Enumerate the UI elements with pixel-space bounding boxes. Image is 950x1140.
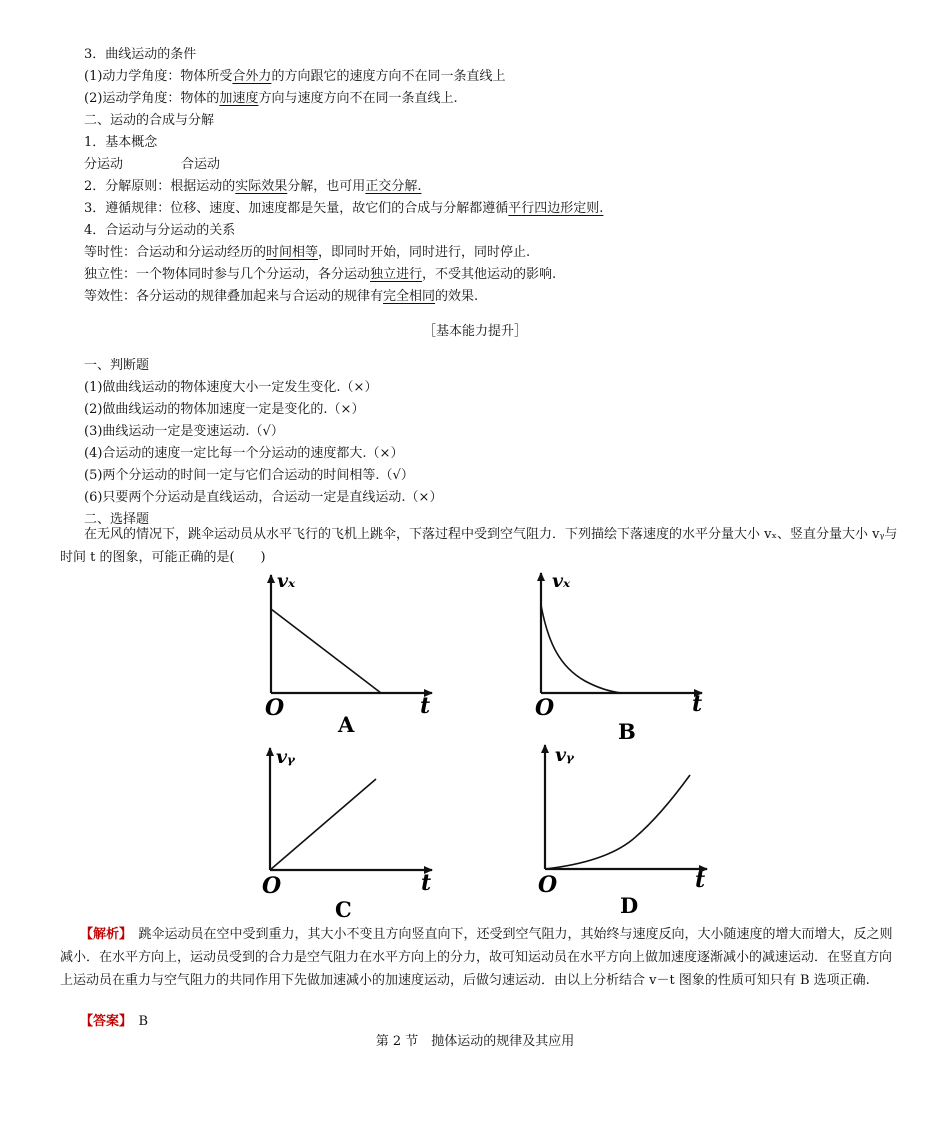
footer-title: 第 2 节 抛体运动的规律及其应用 — [375, 1034, 575, 1049]
rule: 3．遵循规律：位移、速度、加速度都是矢量，故它们的合成与分解都遵循平行四边形定则. — [84, 201, 604, 216]
graph-c-vy-label: vᵧ — [276, 746, 295, 768]
judge-title: 一、判断题 — [84, 358, 150, 373]
judge-item: (5)两个分运动的时间一定与它们合运动的时间相等.（√） — [84, 468, 414, 483]
answer-value: B — [138, 1014, 149, 1029]
basic-concept: 1．基本概念 — [84, 135, 158, 150]
graph-c-origin: O — [262, 873, 282, 899]
graph-d-origin: O — [538, 872, 558, 898]
relation-title: 4．合运动与分运动的关系 — [84, 223, 236, 238]
choice-question: 在无风的情况下，跳伞运动员从水平飞行的飞机上跳伞，下落过程中受到空气阻力．下列描绘下落速度的水平分量大小 vₓ、竖直分量大小 vᵧ与时间 t 的图象，可能正确的是( ) — [60, 527, 898, 565]
graph-d-vy-label: vᵧ — [555, 744, 574, 766]
judge-item: (4)合运动的速度一定比每一个分运动的速度都大.（×） — [84, 446, 404, 461]
graph-d — [538, 744, 707, 918]
combined-motion-label: 合运动 — [181, 157, 221, 172]
isochronism: 等时性：合运动和分运动经历的时间相等，即同时开始，同时进行，同时停止. — [84, 245, 531, 260]
graph-a-t-label: t — [420, 693, 431, 719]
graph-c-t-label: t — [421, 870, 432, 896]
judge-item: (2)做曲线运动的物体加速度一定是变化的.（×） — [84, 402, 365, 417]
judge-item: (1)做曲线运动的物体速度大小一定发生变化.（×） — [84, 380, 378, 395]
graph-d-caption: D — [620, 893, 639, 918]
condition-dynamics: (1)动力学角度：物体所受合外力的方向跟它的速度方向不在同一条直线上 — [84, 69, 506, 84]
graph-c — [262, 746, 432, 922]
independence: 独立性：一个物体同时参与几个分运动，各分运动独立进行，不受其他运动的影响. — [84, 267, 557, 282]
sub-motion-label: 分运动 — [84, 157, 124, 172]
graph-a-curve — [271, 609, 381, 693]
graph-b — [535, 570, 702, 744]
judge-item: (3)曲线运动一定是变速运动.（√） — [84, 424, 284, 439]
graph-a-vx-label: vₓ — [277, 570, 296, 592]
judge-item: (6)只要两个分运动是直线运动，合运动一定是直线运动.（×） — [84, 490, 443, 505]
condition-kinematics: (2)运动学角度：物体的加速度方向与速度方向不在同一条直线上. — [84, 91, 458, 106]
graph-b-curve — [541, 605, 622, 693]
section-3-title: 3．曲线运动的条件 — [84, 47, 197, 62]
graph-b-vx-label: vₓ — [552, 570, 571, 592]
graph-b-t-label: t — [692, 691, 703, 717]
answer — [80, 1012, 148, 1031]
analysis-text: 跳伞运动员在空中受到重力，其大小不变且方向竖直向下，还受到空气阻力，其始终与速度反向，大小随速度的增大而增大，反之则减小．在水平方向上，运动员受到的合力是空气阻力在水平方向上的分力，故可知运动员在水平方向上做加速度逐渐减小的减速运动．在竖直方向上运动员在重力与空气阻力的共同作用下先做加速减小的加速度运动，后做匀速运动．由以上分析结合 v－t 图象的性质可知只有 B 选项正确. — [60, 927, 893, 988]
velocity-graphs-figure — [0, 565, 950, 925]
ability-heading: ［基本能力提升］ — [422, 324, 527, 339]
part-2-title: 二、运动的合成与分解 — [84, 113, 215, 128]
graph-c-caption: C — [335, 897, 352, 922]
analysis-tag: 【解析】 — [80, 927, 126, 942]
graph-a-caption: A — [338, 712, 355, 737]
answer-tag: 【答案】 — [80, 1014, 126, 1029]
graph-a-origin: O — [265, 695, 285, 721]
choice-title: 二、选择题 — [84, 512, 150, 527]
graph-a — [265, 570, 432, 737]
graph-b-caption: B — [618, 719, 636, 744]
equivalence: 等效性：各分运动的规律叠加起来与合运动的规律有完全相同的效果. — [84, 289, 479, 304]
graph-c-curve — [270, 779, 376, 870]
graph-d-t-label: t — [695, 867, 706, 893]
analysis — [60, 923, 900, 992]
graph-d-curve — [545, 775, 690, 869]
graph-b-origin: O — [535, 695, 555, 721]
decomposition-principle: 2．分解原则：根据运动的实际效果分解，也可用正交分解. — [84, 179, 422, 194]
